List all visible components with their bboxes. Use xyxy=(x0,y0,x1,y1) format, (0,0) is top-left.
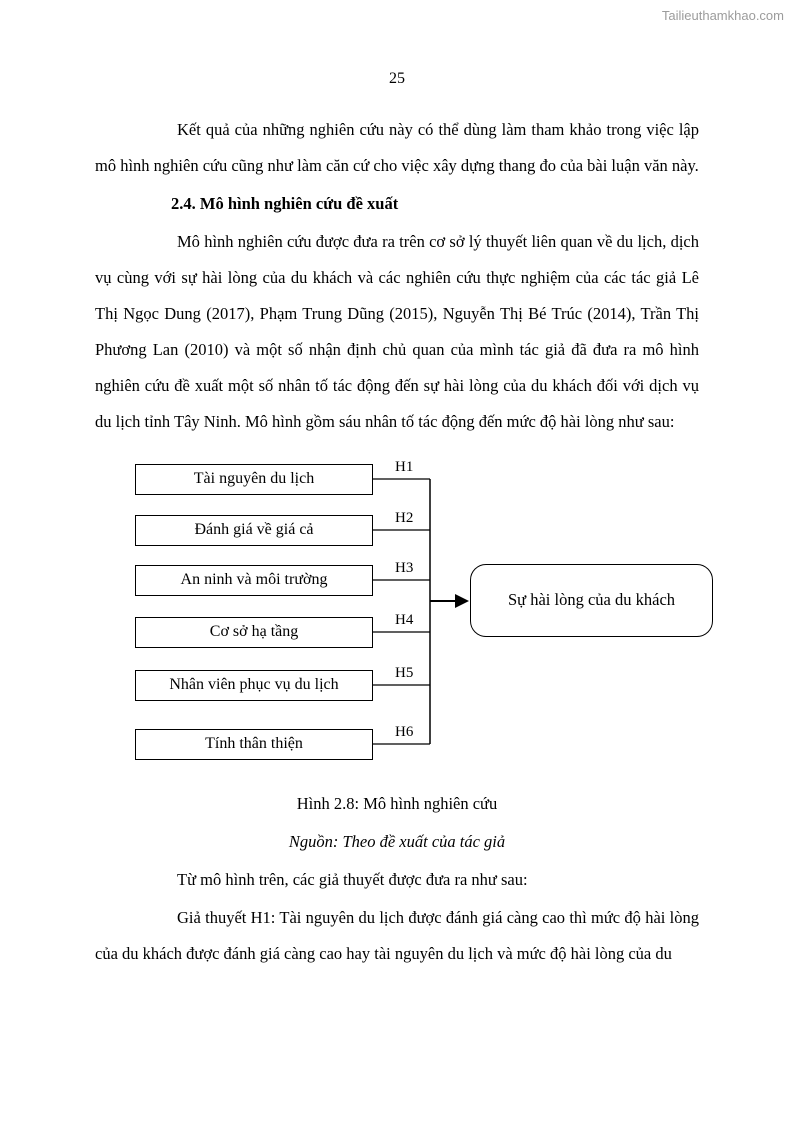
section-heading: 2.4. Mô hình nghiên cứu đề xuất xyxy=(171,193,399,213)
factor-label: Tài nguyên du lịch xyxy=(193,470,315,488)
site-watermark: Tailieuthamkhao.com xyxy=(661,8,784,23)
hypothesis-label-h3: H3 xyxy=(395,559,414,576)
paragraph-model-description: Mô hình nghiên cứu được đưa ra trên cơ sở lý thuyết liên quan về du lịch, dịch vụ cùng với sự hài lòng của du khách và các nghiên cứu thực nghiệm của các tác giả Lê Thị Ngọc Dung (2017), Phạm Trung Dũng (2015), Nguyễn Thị Bé Trúc (2014), Trần Thị Phương Lan (2010) và một số nhận định chủ quan của mình tác giả đã đưa ra mô hình nghiên cứu đề xuất một số nhân tố tác động đến sự hài lòng của du khách đối với dịch vụ du lịch tỉnh Tây Ninh. Mô hình gồm sáu nhân tố tác động đến mức độ hài lòng như sau: xyxy=(95,231,699,431)
factor-label: Tính thân thiện xyxy=(205,735,303,753)
figure-source: Nguồn: Theo đề xuất của tác giả xyxy=(288,831,506,851)
factor-label: Đánh giá về giá cả xyxy=(194,521,314,539)
hypothesis-label-h1: H1 xyxy=(395,458,414,475)
hypothesis-label-h5: H5 xyxy=(395,664,414,681)
figure-caption: Hình 2.8: Mô hình nghiên cứu xyxy=(296,793,498,813)
paragraph-intro: Kết quả của những nghiên cứu này có thể dùng làm tham khảo trong việc lập mô hình nghiên cứu cũng như làm căn cứ cho việc xây dựng thang đo của bài luận văn này. xyxy=(95,120,699,175)
page-number: 25 xyxy=(389,70,405,87)
factor-box-an-ninh xyxy=(135,565,373,596)
hypothesis-label-h6: H6 xyxy=(395,723,414,740)
outcome-label: Sự hài lòng của du khách xyxy=(507,590,676,610)
paragraph-hypotheses-intro: Từ mô hình trên, các giả thuyết được đưa ra như sau: xyxy=(177,869,528,889)
page-content xyxy=(0,112,794,972)
factor-box-co-so-ha-tang xyxy=(135,617,373,648)
outcome-box-satisfaction xyxy=(470,564,713,637)
factor-box-tinh-than-thien xyxy=(135,729,373,760)
hypothesis-label-h4: H4 xyxy=(395,611,414,628)
factor-label: Cơ sở hạ tầng xyxy=(209,623,299,641)
paragraph-hypothesis-h1: Giả thuyết H1: Tài nguyên du lịch được đánh giá càng cao thì mức độ hài lòng của du khách được đánh giá càng cao hay tài nguyên du lịch và mức độ hài lòng của du xyxy=(95,907,699,963)
factor-label: Nhân viên phục vụ du lịch xyxy=(169,676,339,694)
factor-box-gia-ca xyxy=(135,515,373,546)
factor-label: An ninh và môi trường xyxy=(180,571,328,589)
factor-box-tai-nguyen xyxy=(135,464,373,495)
hypothesis-label-h2: H2 xyxy=(395,509,414,526)
research-model-diagram xyxy=(95,454,699,772)
factor-box-nhan-vien xyxy=(135,670,373,701)
